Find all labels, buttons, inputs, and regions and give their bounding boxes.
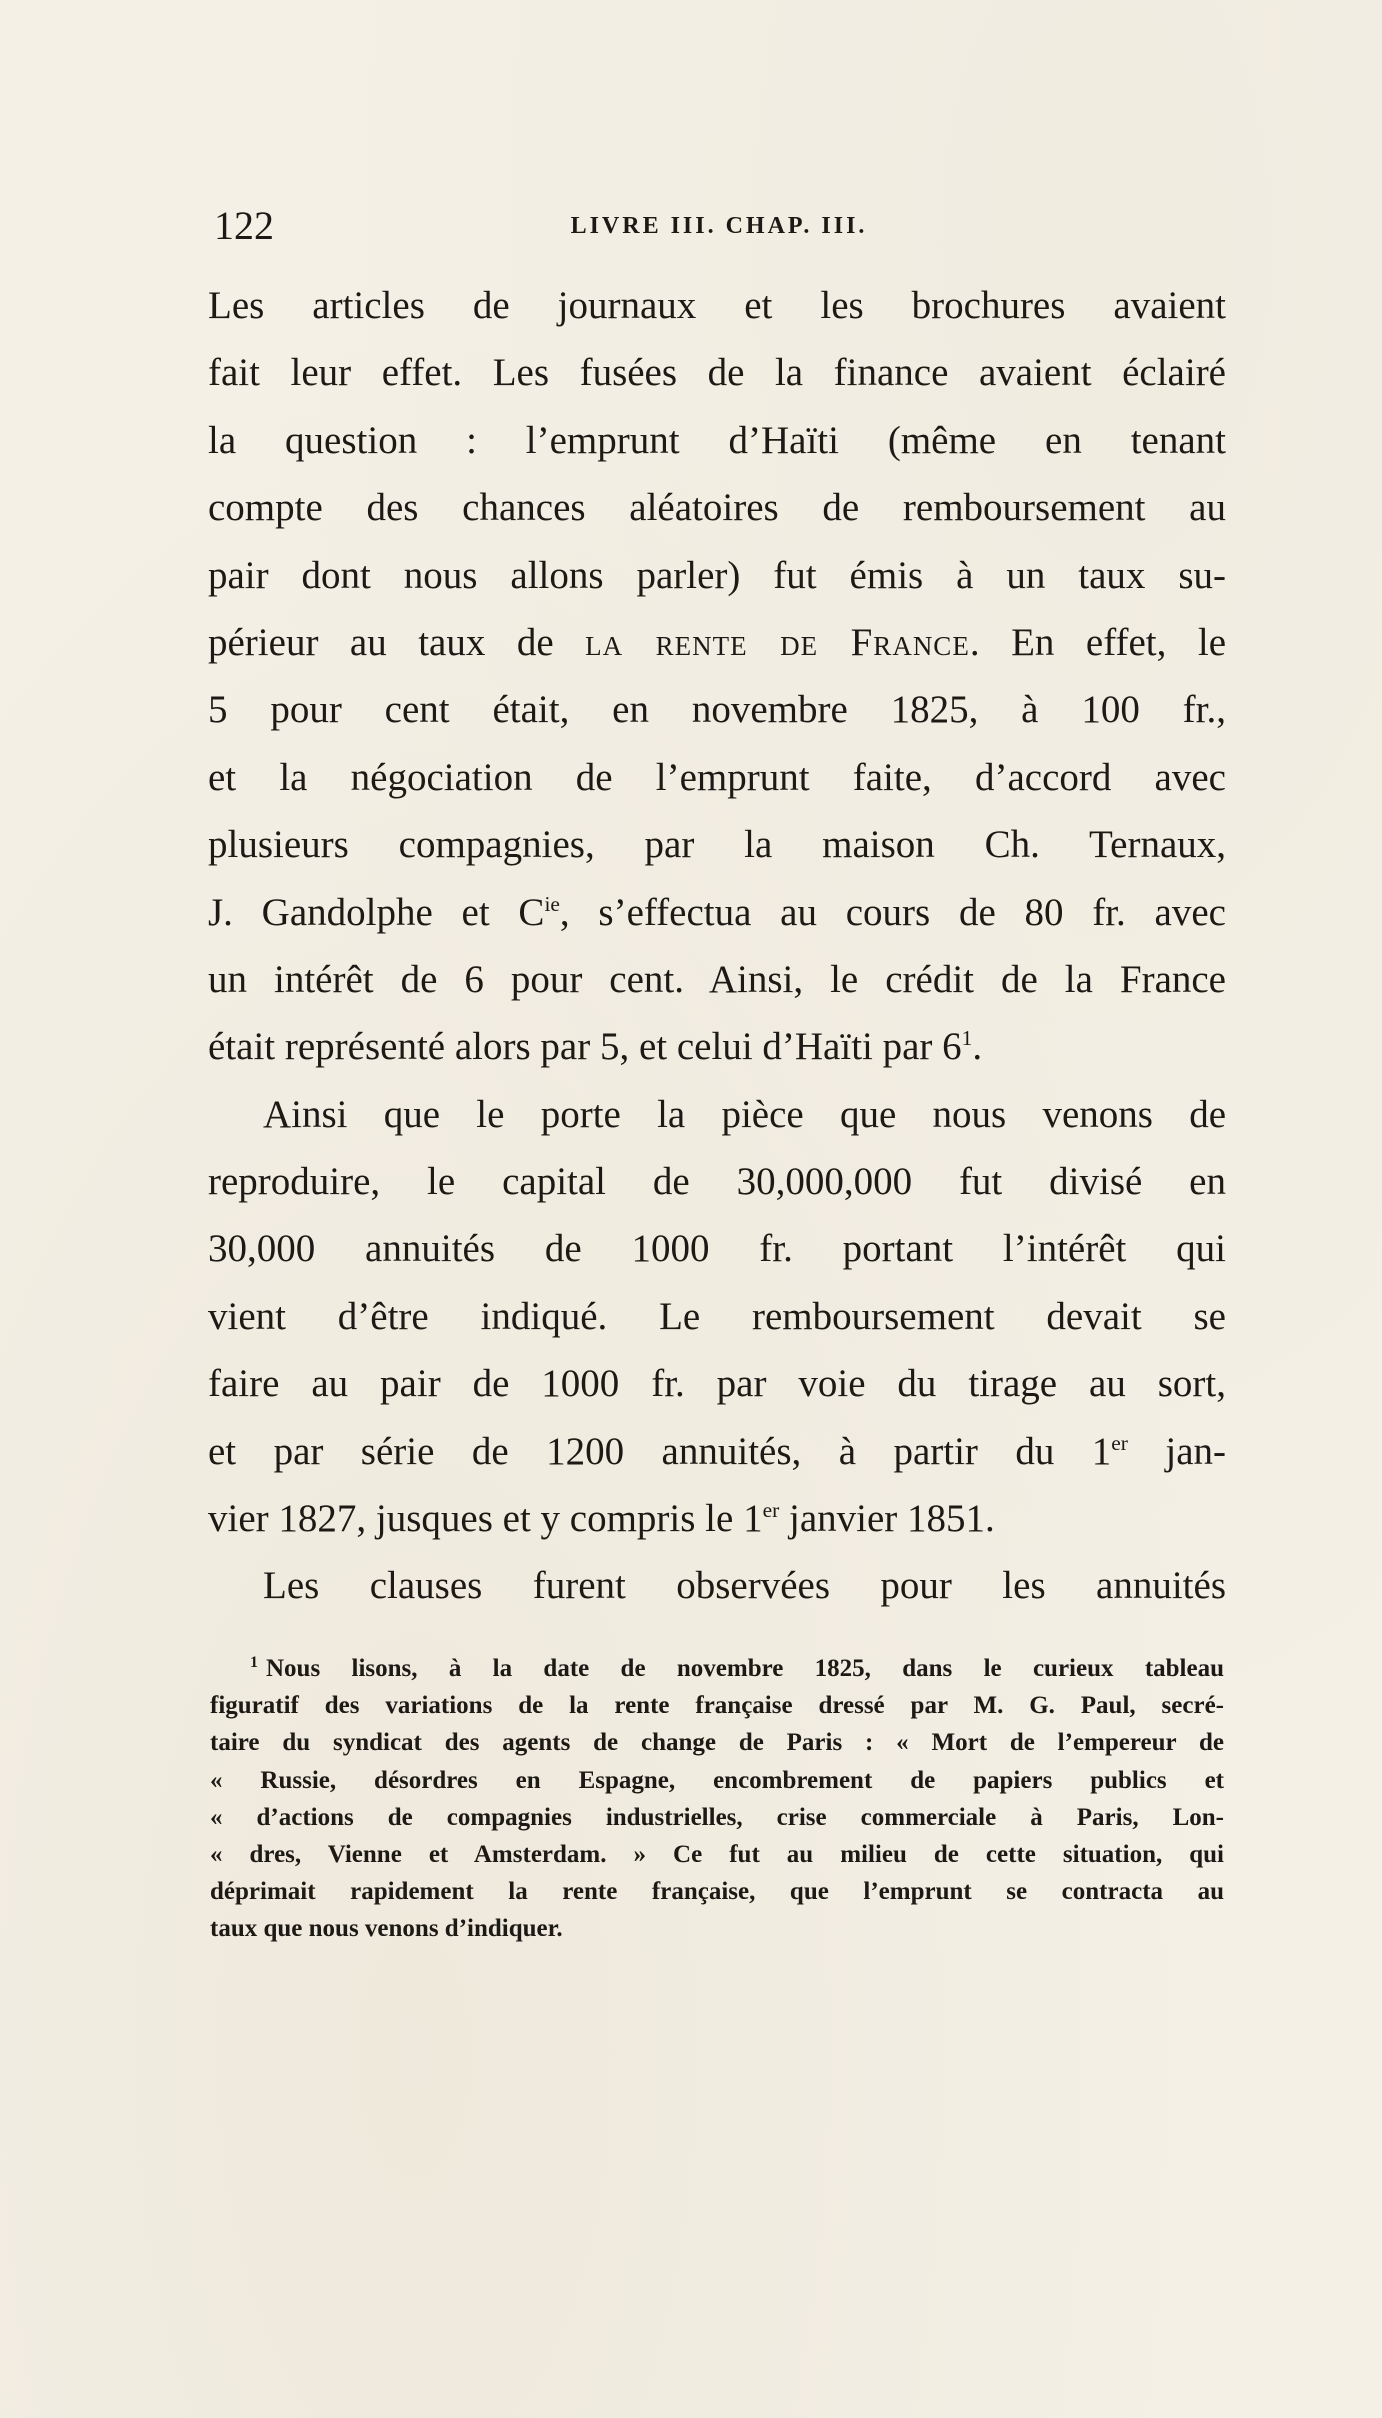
footnote-line: taire du syndicat des agents de change de Paris : « Mort de l’empereur de <box>210 1729 1224 1757</box>
text-line: et la négociation de l’emprunt faite, d’accord avec <box>208 755 1226 799</box>
text-line: et par série de 1200 annuités, à partir du 1er jan- <box>208 1429 1226 1473</box>
page-header <box>214 198 1224 254</box>
text-line: compte des chances aléatoires de remboursement au <box>208 486 1226 530</box>
text-line: 30,000 annuités de 1000 fr. portant l’intérêt qui <box>208 1227 1226 1271</box>
text-line: pair dont nous allons parler) fut émis à un taux su- <box>208 553 1226 597</box>
footnote <box>210 1650 1224 1948</box>
text-line: J. Gandolphe et $C^{ie}$, s’effectua au cours de 80 fr. avec <box>208 890 1226 934</box>
text-line: fait leur effet. Les fusées de la finance avaient éclairé <box>208 351 1226 395</box>
running-head: LIVRE III. CHAP. III. <box>570 213 868 239</box>
paragraph-start-line: Ainsi que le porte la pièce que nous venons de <box>263 1092 1226 1136</box>
paragraph-start-line: Les clauses furent observées pour les annuités <box>263 1564 1226 1608</box>
text-line: la question : l’emprunt d’Haïti (même en tenant <box>208 418 1226 462</box>
footnote-reference[interactable]: 1 <box>961 1026 973 1051</box>
footnote-line: « d’actions de compagnies industrielles, crise commerciale à Paris, Lon- <box>210 1803 1224 1831</box>
text-line: reproduire, le capital de 30,000,000 fut divisé en <box>208 1160 1226 1204</box>
text-line: était représenté alors par 5, et celui d’Haïti par $6^1$. <box>208 1025 983 1069</box>
footnote-line: « Russie, désordres en Espagne, encombrement de papiers publics et <box>210 1766 1224 1794</box>
footnote-line: figuratif des variations de la rente française dressé par M. G. Paul, secré- <box>210 1692 1224 1720</box>
text-line: vient d’être indiqué. Le remboursement devait se <box>208 1294 1226 1338</box>
text-line: plusieurs compagnies, par la maison Ch. Ternaux, <box>208 823 1226 867</box>
text-line: 5 pour cent était, en novembre 1825, à 100 fr., <box>208 688 1226 732</box>
footnote-line: taux que nous venons d’indiquer. <box>210 1915 563 1943</box>
page-number: 122 <box>214 203 274 248</box>
footnote-marker: 1 <box>250 1653 258 1671</box>
main-text <box>208 272 1226 1620</box>
text-line: faire au pair de 1000 fr. par voie du tirage au sort, <box>208 1362 1226 1406</box>
small-caps-phrase: la rente de France <box>585 620 970 664</box>
text-line: vier 1827, jusques et y compris le 1er janvier 1851. <box>208 1497 995 1541</box>
text-line: Les articles de journaux et les brochures avaient <box>208 284 1226 327</box>
footnote-line: « dres, Vienne et Amsterdam. » Ce fut au milieu de cette situation, qui <box>210 1840 1224 1868</box>
footnote-line: déprimait rapidement la rente française, que l’emprunt se contracta au <box>210 1878 1224 1906</box>
text-line: périeur au taux de la rente de France. En effet, le <box>208 620 1226 664</box>
text-line: un intérêt de 6 pour cent. Ainsi, le crédit de la France <box>208 957 1226 1001</box>
footnote-line: $^1$ Nous lisons, à la date de novembre 1825, dans le curieux tableau <box>250 1653 1224 1682</box>
